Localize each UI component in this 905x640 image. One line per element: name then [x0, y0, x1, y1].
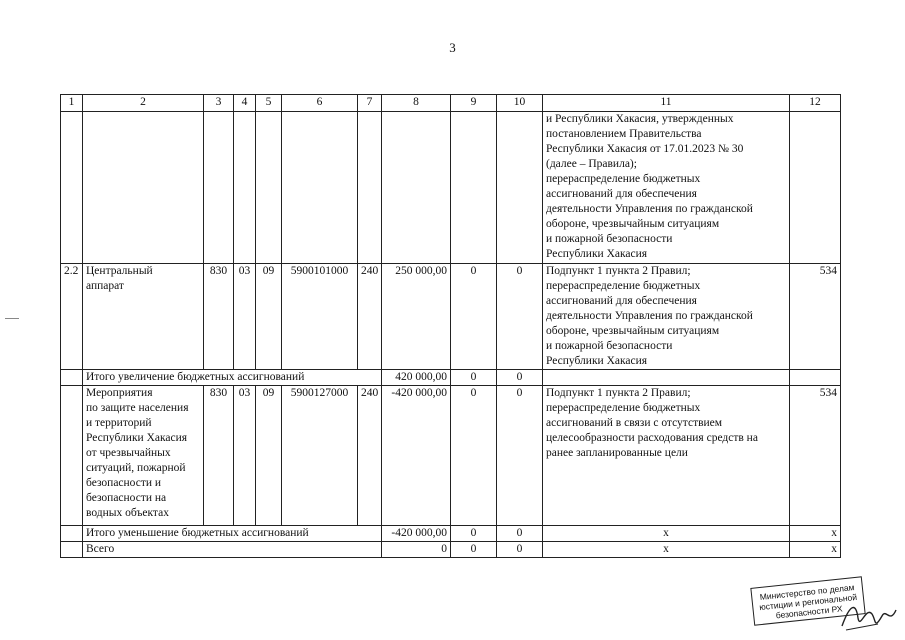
stamp-text: Министерство по делам юстиции и региональной безопасности РХ: [758, 582, 858, 621]
code-cell: 5900101000: [282, 264, 358, 370]
table-row-events: [61, 386, 841, 526]
amount-cell: 0: [497, 526, 543, 542]
header-cell: 10: [497, 95, 543, 112]
grand-total-row: [61, 542, 841, 558]
mark-cell: x: [543, 526, 790, 542]
header-cell: 1: [61, 95, 83, 112]
amount-cell: 0: [451, 386, 497, 526]
amount-cell: 420 000,00: [382, 370, 451, 386]
code-cell: 09: [256, 386, 282, 526]
code-cell: 5900127000: [282, 386, 358, 526]
table-row-2-2: [61, 264, 841, 370]
code-cell: 03: [234, 386, 256, 526]
code-cell: 240: [358, 264, 382, 370]
justification-cell: и Республики Хакасия, утвержденных постановлением Правительства Республики Хакасия от 17.01.2023 № 30 (далее – Правила); перераспределение бюджетных ассигнований для обеспечения деятельности Управления по гражданской обороне, чрезвычайным ситуациям и пожарной безопасности Республики Хакасия: [543, 112, 790, 264]
row-number: 2.2: [61, 264, 83, 370]
amount-cell: 0: [451, 542, 497, 558]
code-cell: 240: [358, 386, 382, 526]
code-cell: 09: [256, 264, 282, 370]
header-cell: 9: [451, 95, 497, 112]
header-cell: 4: [234, 95, 256, 112]
amount-cell: 0: [451, 264, 497, 370]
amount-cell: -420 000,00: [382, 386, 451, 526]
mark-cell: x: [790, 526, 841, 542]
mark-cell: x: [790, 542, 841, 558]
row-number: [61, 386, 83, 526]
total-decrease-row: [61, 526, 841, 542]
page-number: 3: [449, 40, 456, 55]
amount-cell: 250 000,00: [382, 264, 451, 370]
header-cell: 11: [543, 95, 790, 112]
amount-cell: 0: [451, 526, 497, 542]
item-name: Мероприятия по защите населения и территорий Республики Хакасия от чрезвычайных ситуаций, пожарной безопасности и безопасности на водных объектах: [83, 386, 204, 526]
amount-cell: 0: [451, 370, 497, 386]
ref-cell: 534: [790, 386, 841, 526]
header-cell: 3: [204, 95, 234, 112]
code-cell: 830: [204, 264, 234, 370]
total-increase-row: [61, 370, 841, 386]
mark-cell: x: [543, 542, 790, 558]
total-label: Итого увеличение бюджетных ассигнований: [83, 370, 382, 386]
header-cell: 7: [358, 95, 382, 112]
amount-cell: 0: [497, 370, 543, 386]
table-row-continuation: [61, 112, 841, 264]
header-row: [61, 95, 841, 112]
header-cell: 12: [790, 95, 841, 112]
amount-cell: 0: [497, 264, 543, 370]
justification-cell: Подпункт 1 пункта 2 Правил; перераспределение бюджетных ассигнований в связи с отсутствием целесообразности расходования средств на ранее запланированные цели: [543, 386, 790, 526]
header-cell: 2: [83, 95, 204, 112]
amount-cell: 0: [382, 542, 451, 558]
amount-cell: 0: [497, 542, 543, 558]
total-label: Всего: [83, 542, 382, 558]
margin-mark: [5, 318, 19, 319]
header-cell: 5: [256, 95, 282, 112]
code-cell: 830: [204, 386, 234, 526]
header-cell: 8: [382, 95, 451, 112]
total-label: Итого уменьшение бюджетных ассигнований: [83, 526, 382, 542]
amount-cell: 0: [497, 386, 543, 526]
header-cell: 6: [282, 95, 358, 112]
code-cell: 03: [234, 264, 256, 370]
signature-icon: [838, 596, 898, 636]
budget-table: [60, 94, 841, 558]
item-name: Центральный аппарат: [83, 264, 204, 370]
justification-cell: Подпункт 1 пункта 2 Правил; перераспределение бюджетных ассигнований для обеспечения деятельности Управления по гражданской обороне, чрезвычайным ситуациям и пожарной безопасности Республики Хакасия: [543, 264, 790, 370]
ref-cell: 534: [790, 264, 841, 370]
amount-cell: -420 000,00: [382, 526, 451, 542]
